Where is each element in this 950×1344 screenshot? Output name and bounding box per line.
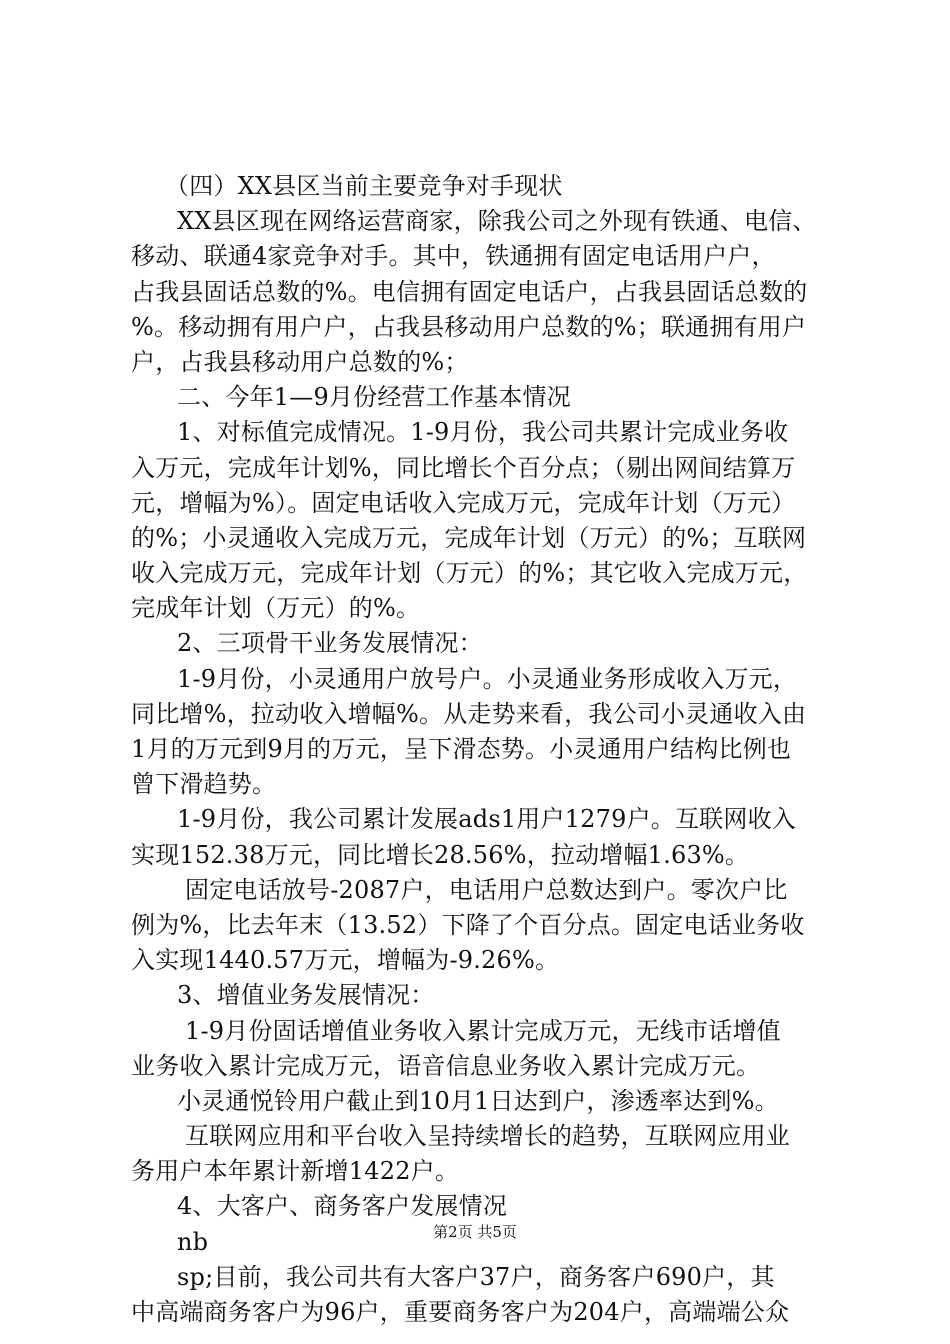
paragraph-line: 1月的万元到9月的万元，呈下滑态势。小灵通用户结构比例也 [131,735,792,763]
paragraph-line: 1-9月份，小灵通用户放号户。小灵通业务形成收入万元， [177,664,798,693]
subsection-heading-value-added: 3、增值业务发展情况： [177,981,435,1010]
paragraph-line: 1、对标值完成情况。1-9月份，我公司共累计完成业务收 [177,418,789,447]
paragraph-line: 入实现1440.57万元，增幅为-9.26%。 [131,946,560,975]
paragraph-line: 业务收入累计完成万元，语音信息业务收入累计完成万元。 [131,1051,761,1080]
paragraph-line: 例为%，比去年末（13.52）下降了个百分点。固定电话业务收 [131,910,805,939]
paragraph-line: %。移动拥有用户户，占我县移动用户总数的%；联通拥有用户 [131,312,807,341]
paragraph-line: 实现152.38万元，同比增长28.56%，拉动增幅1.63%。 [131,840,750,869]
section-heading-competitors: （四）XX县区当前主要竞争对手现状 [165,172,563,200]
subsection-heading-core-business: 2、三项骨干业务发展情况： [177,629,483,658]
page-footer: 第2页 共5页 [433,1223,517,1241]
paragraph-line: 曾下滑趋势。 [131,770,277,799]
paragraph-line: nb [177,1227,209,1256]
paragraph-line: 固定电话放号-2087户，电话用户总数达到户。零次户比 [185,875,788,904]
document-body [131,169,831,1330]
paragraph-line: 户，占我县移动用户总数的%； [131,347,469,376]
paragraph-line: 元，增幅为%）。固定电话收入完成万元，完成年计划（万元） [131,488,796,517]
paragraph-line: 同比增%，拉动收入增幅%。从走势来看，我公司小灵通收入由 [131,699,807,728]
paragraph-line: sp;目前，我公司共有大客户37户，商务客户690户，其 [177,1262,775,1291]
paragraph-line: 的%；小灵通收入完成万元，完成年计划（万元）的%；互联网 [131,523,807,552]
paragraph-line: 移动、联通4家竞争对手。其中，铁通拥有固定电话用户户， [131,242,776,271]
paragraph-line: 中高端商务客户为96户，重要商务客户为204户，高端端公众 [131,1298,790,1326]
paragraph-line: 1-9月份固话增值业务收入累计完成万元，无线市话增值 [185,1016,781,1045]
section-heading-operations: 二、今年1—9月份经营工作基本情况 [177,383,571,412]
paragraph-line: 小灵通悦铃用户截止到10月1日达到户，渗透率达到%。 [177,1086,779,1115]
paragraph-line: 占我县固话总数的%。电信拥有固定电话户，占我县固话总数的 [131,277,808,306]
paragraph-line: 入万元，完成年计划%，同比增长个百分点；（剔出网间结算万 [131,453,796,482]
paragraph-line: 互联网应用和平台收入呈持续增长的趋势，互联网应用业 [185,1122,790,1151]
paragraph-line: 收入完成万元，完成年计划（万元）的%；其它收入完成万元， [131,559,808,588]
paragraph-line: XX县区现在网络运营商家，除我公司之外现有铁通、电信、 [177,207,817,236]
paragraph-line: 完成年计划（万元）的%。 [131,594,421,623]
paragraph-line: 1-9月份，我公司累计发展ads1用户1279户。互联网收入 [177,805,796,834]
subsection-heading-key-accounts: 4、大客户、商务客户发展情况 [177,1192,508,1221]
paragraph-line: 务用户本年累计新增1422户。 [131,1157,460,1186]
